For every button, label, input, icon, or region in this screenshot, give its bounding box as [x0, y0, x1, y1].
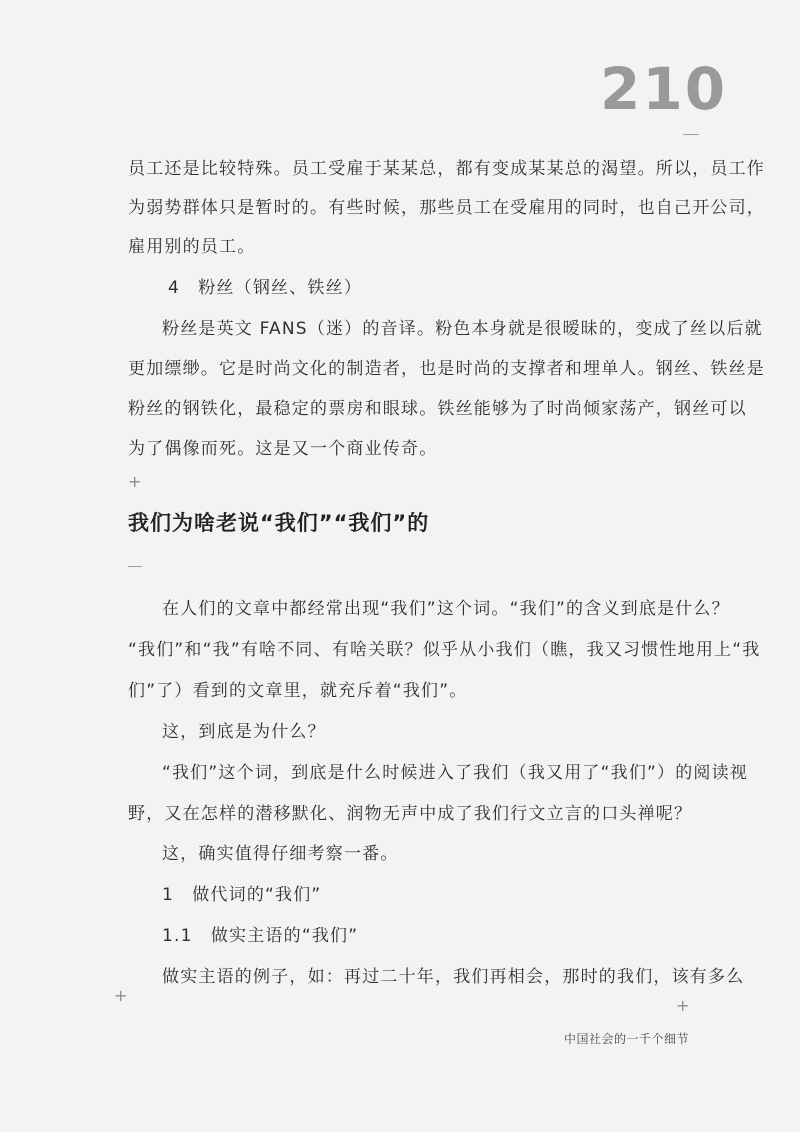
text-line: 为了偶像而死。这是又一个商业传奇。 — [128, 439, 438, 459]
text-line: 在人们的文章中都经常出现“我们”这个词。“我们”的含义到底是什么？ — [162, 599, 730, 619]
text-line: “我们”这个词，到底是什么时候进入了我们（我又用了“我们”）的阅读视 — [162, 763, 749, 783]
text-line: 粉丝的钢铁化，最稳定的票房和眼球。铁丝能够为了时尚倾家荡产，钢丝可以 — [128, 399, 747, 419]
text-line: 员工还是比较特殊。员工受雇于某某总，都有变成某某总的渴望。所以，员工作 — [128, 159, 765, 179]
crop-mark-top-right — [683, 134, 699, 135]
text-line: 雇用别的员工。 — [128, 237, 256, 257]
registration-mark-icon: + — [114, 986, 128, 1005]
running-footer: 中国社会的一千个细节 — [564, 1032, 690, 1046]
text-line: 更加缥缈。它是时尚文化的制造者，也是时尚的支撑者和埋单人。钢丝、铁丝是 — [128, 359, 765, 379]
section-subheading: 4 粉丝（钢丝、铁丝） — [168, 278, 363, 298]
article-heading: 我们为啥老说“我们”“我们”的 — [128, 511, 430, 535]
registration-mark-icon: + — [128, 472, 142, 491]
text-line: 做实主语的例子，如：再过二十年，我们再相会，那时的我们，该有多么 — [162, 967, 745, 987]
text-line: 这，确实值得仔细考察一番。 — [162, 844, 399, 864]
section-subheading: 1 做代词的“我们” — [162, 885, 322, 905]
text-line: 野，又在怎样的潜移默化、润物无声中成了我们行文立言的口头禅呢？ — [128, 804, 693, 824]
text-line: 粉丝是英文 FANS（迷）的音译。粉色本身就是很暧昧的，变成了丝以后就 — [162, 319, 763, 339]
section-subheading: 1.1 做实主语的“我们” — [162, 926, 359, 946]
text-line: 这，到底是为什么？ — [162, 722, 326, 742]
registration-mark-icon: + — [676, 996, 690, 1015]
text-line: “我们”和“我”有啥不同、有啥关联？似乎从小我们（瞧，我又习惯性地用上“我 — [128, 640, 761, 660]
page-number: 210 — [600, 55, 728, 123]
text-line: 为弱势群体只是暂时的。有些时候，那些员工在受雇用的同时，也自己开公司， — [128, 198, 765, 218]
crop-mark-heading — [128, 566, 142, 567]
text-line: 们”了）看到的文章里，就充斥着“我们”。 — [128, 681, 468, 701]
